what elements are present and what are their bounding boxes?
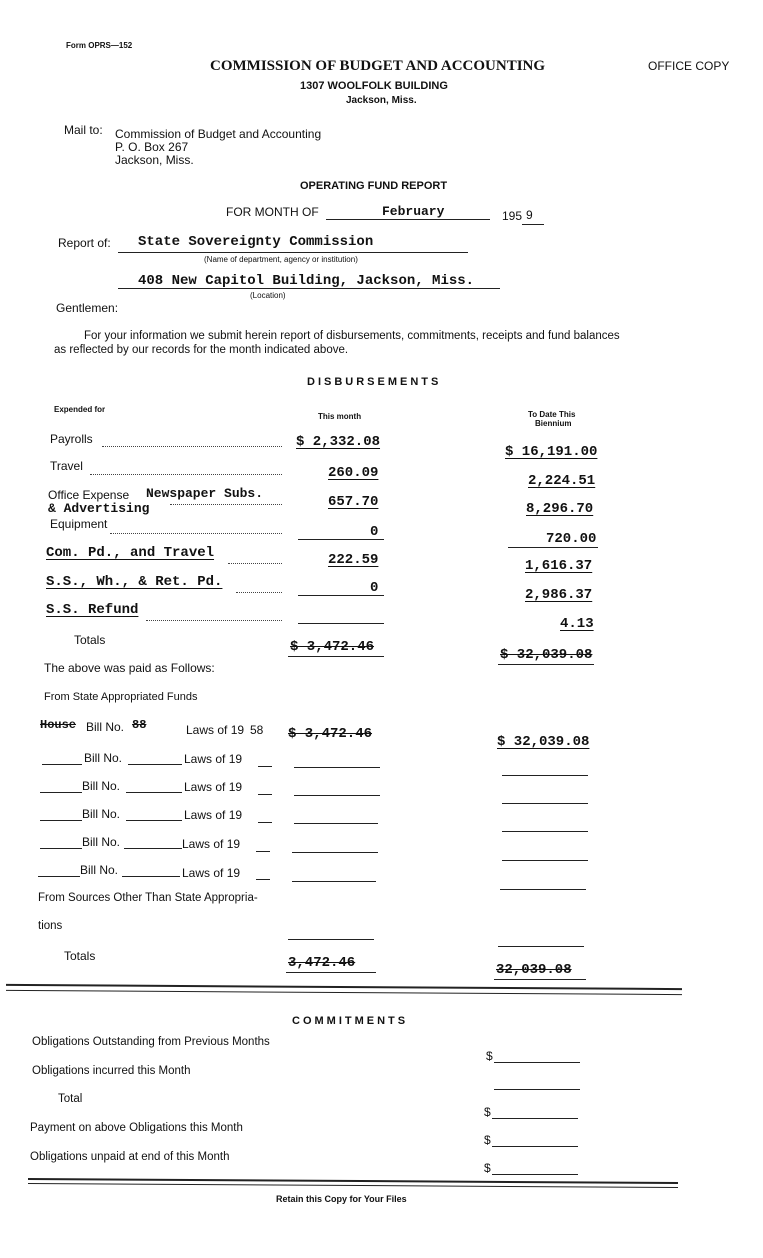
laws-label: Laws of 19 <box>182 837 241 851</box>
month-amount-line <box>294 795 380 796</box>
other-month-line <box>288 939 374 940</box>
location-caption: (Location) <box>250 291 286 300</box>
row-dots <box>110 533 282 534</box>
bill-no-line <box>126 792 182 793</box>
row-month-value: 657.70 <box>328 494 379 510</box>
row-typed-label: S.S., Wh., & Ret. Pd. <box>46 574 223 590</box>
commitment-amount-line <box>492 1174 578 1175</box>
laws-label: Laws of 19 <box>184 780 243 794</box>
commitment-amount-line <box>492 1118 578 1119</box>
row-todate-value: 720.00 <box>546 531 597 547</box>
form-number: Form OPRS—152 <box>66 41 133 50</box>
row-todate-value: 4.13 <box>560 616 594 632</box>
bill-no-line <box>124 848 182 849</box>
commitments-heading: COMMITMENTS <box>292 1015 409 1027</box>
salutation: Gentlemen: <box>56 301 119 315</box>
paid-total-month: 3,472.46 <box>288 955 356 971</box>
paid-totals-label: Totals <box>64 949 96 963</box>
commitment-row-label: Total <box>58 1093 83 1105</box>
totals-label: Totals <box>74 633 106 647</box>
year-line <box>258 794 272 795</box>
location-value: 408 New Capitol Building, Jackson, Miss. <box>138 273 475 289</box>
todate-amount-line <box>502 831 588 832</box>
report-of-label: Report of: <box>58 236 111 250</box>
section-rule-bottom <box>6 990 682 995</box>
building-address: 1307 WOOLFOLK BUILDING <box>300 80 448 92</box>
row-month-value: 0 <box>370 524 379 540</box>
section-rule-top <box>6 984 682 990</box>
bill-no-line <box>128 764 182 765</box>
dollar-sign: $ <box>484 1105 491 1119</box>
row-month-line <box>298 623 384 624</box>
location-line <box>118 288 500 289</box>
col-todate-1: To Date This <box>528 410 576 419</box>
intro-line1: For your information we submit herein report of disbursements, commitments, receipts and fund balances <box>84 330 620 342</box>
bill-blank-line <box>42 764 82 765</box>
disbursements-heading: DISBURSEMENTS <box>307 376 442 388</box>
laws-label: Laws of 19 <box>182 866 241 880</box>
paid-total-todate: 32,039.08 <box>496 962 572 978</box>
laws-label: Laws of 19 <box>184 808 243 822</box>
commitment-row-label: Payment on above Obligations this Month <box>30 1122 243 1134</box>
other-sources-line1: From Sources Other Than State Appropria- <box>38 892 258 904</box>
row-typed-label2: & Advertising <box>48 501 150 516</box>
month-amount-line <box>292 852 378 853</box>
col-todate-2: Biennium <box>535 419 572 428</box>
bill-blank-line <box>40 848 82 849</box>
department-value: State Sovereignty Commission <box>138 234 374 250</box>
dollar-sign: $ <box>486 1049 493 1063</box>
commitment-amount-line <box>494 1062 580 1063</box>
first-todate-value: $ 32,039.08 <box>497 734 590 750</box>
row-todate-value: $ 16,191.00 <box>505 444 598 460</box>
row-todate-value: 1,616.37 <box>525 558 593 574</box>
month-line <box>326 219 490 220</box>
paid-total-month-line <box>286 972 376 973</box>
mail-to-label: Mail to: <box>64 123 103 137</box>
bill-blank-line <box>38 876 80 877</box>
other-sources-line2: tions <box>38 920 63 932</box>
first-bill-no: 88 <box>132 718 147 732</box>
commitment-row-label: Obligations unpaid at end of this Month <box>30 1151 230 1163</box>
row-todate-value: 2,986.37 <box>525 587 593 603</box>
bill-label: Bill No. <box>86 720 125 734</box>
row-dots <box>146 620 282 621</box>
intro-line2: as reflected by our records for the month indicated above. <box>54 344 349 356</box>
mail-to-line2: P. O. Box 267 <box>115 140 189 154</box>
row-todate-value: 8,296.70 <box>526 501 594 517</box>
row-label: Office Expense <box>48 488 130 502</box>
month-value: February <box>382 204 445 219</box>
other-todate-line <box>498 946 584 947</box>
first-bill-typed: House <box>40 718 77 732</box>
year-line <box>258 822 272 823</box>
report-title: OPERATING FUND REPORT <box>300 180 448 192</box>
laws-label: Laws of 19 <box>184 752 243 766</box>
row-typed-label: Newspaper Subs. <box>146 486 264 501</box>
row-month-value: $ 2,332.08 <box>296 434 381 450</box>
row-month-value: 0 <box>370 580 379 596</box>
year-prefix: 195 <box>502 209 523 223</box>
year-line <box>256 879 270 880</box>
from-state-label: From State Appropriated Funds <box>44 691 198 703</box>
retain-copy-note: Retain this Copy for Your Files <box>276 1194 407 1204</box>
first-year: 58 <box>250 723 264 737</box>
row-todate-line <box>508 547 598 548</box>
year-line <box>522 224 544 225</box>
row-dots <box>228 563 282 564</box>
dollar-sign: $ <box>484 1133 491 1147</box>
bill-label: Bill No. <box>82 835 121 849</box>
for-month-label: FOR MONTH OF <box>226 205 319 219</box>
department-caption: (Name of department, agency or institution) <box>204 255 358 264</box>
bill-label: Bill No. <box>80 863 119 877</box>
bill-no-line <box>126 820 182 821</box>
row-label: Equipment <box>50 517 108 531</box>
total-todate-value: $ 32,039.08 <box>500 647 593 663</box>
row-dots <box>102 446 282 447</box>
laws-label: Laws of 19 <box>186 723 245 737</box>
month-amount-line <box>294 767 380 768</box>
commitment-row-label: Obligations Outstanding from Previous Months <box>32 1036 270 1048</box>
row-dots <box>90 474 282 475</box>
todate-amount-line <box>500 889 586 890</box>
year-suffix: 9 <box>526 208 533 222</box>
commitment-amount-line <box>494 1089 580 1090</box>
bill-label: Bill No. <box>84 751 123 765</box>
bill-blank-line <box>40 792 82 793</box>
todate-amount-line <box>502 803 588 804</box>
row-label: Travel <box>50 459 83 473</box>
row-label: Payrolls <box>50 432 93 446</box>
bill-label: Bill No. <box>82 807 121 821</box>
office-copy-label: OFFICE COPY <box>648 59 730 73</box>
todate-amount-line <box>502 775 588 776</box>
row-typed-label: S.S. Refund <box>46 602 139 618</box>
commitment-amount-line <box>492 1146 578 1147</box>
row-month-value: 260.09 <box>328 465 379 481</box>
month-amount-line <box>292 881 376 882</box>
commission-title: COMMISSION OF BUDGET AND ACCOUNTING <box>210 58 546 74</box>
paid-heading: The above was paid as Follows: <box>44 661 215 675</box>
month-amount-line <box>294 823 378 824</box>
first-month-value: $ 3,472.46 <box>288 726 373 742</box>
bill-blank-line <box>40 820 82 821</box>
row-typed-label: Com. Pd., and Travel <box>46 545 215 561</box>
commitment-row-label: Obligations incurred this Month <box>32 1065 191 1077</box>
mail-to-line1: Commission of Budget and Accounting <box>115 127 322 141</box>
total-month-line <box>288 656 384 657</box>
expended-for-label: Expended for <box>54 405 106 414</box>
paid-total-todate-line <box>494 979 586 980</box>
row-todate-value: 2,224.51 <box>528 473 596 489</box>
total-todate-line <box>498 664 594 665</box>
row-month-value: 222.59 <box>328 552 379 568</box>
todate-amount-line <box>502 860 588 861</box>
total-month-value: $ 3,472.46 <box>290 639 375 655</box>
year-line <box>258 766 272 767</box>
footer-rule-bottom <box>28 1183 678 1188</box>
dollar-sign: $ <box>484 1161 491 1175</box>
mail-to-line3: Jackson, Miss. <box>115 153 194 167</box>
bill-label: Bill No. <box>82 779 121 793</box>
col-this-month: This month <box>318 412 362 421</box>
row-dots <box>236 592 282 593</box>
row-dots <box>170 504 282 505</box>
city-line: Jackson, Miss. <box>346 95 417 106</box>
year-line <box>256 851 270 852</box>
department-line <box>118 252 468 253</box>
bill-no-line <box>122 876 180 877</box>
